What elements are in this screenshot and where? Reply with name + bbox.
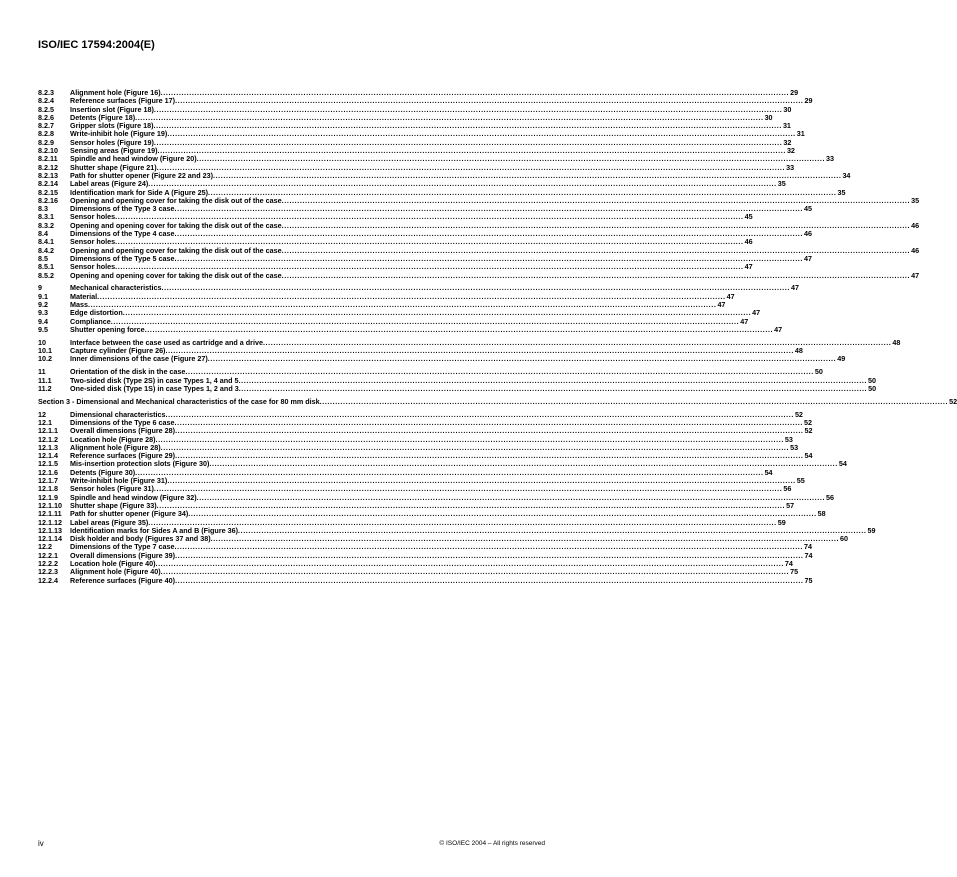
toc-entry-title: Spindle and head window (Figure 32) bbox=[70, 492, 197, 502]
toc-entry-number: 9.3 bbox=[38, 308, 48, 318]
toc-entry-title: Identification marks for Sides A and B (Figure 36) bbox=[70, 525, 239, 535]
toc-entry-number: 12.1.11 bbox=[38, 509, 62, 519]
toc-entry-number: 12.1.8 bbox=[38, 484, 58, 494]
toc-entry[interactable] bbox=[38, 354, 846, 364]
toc-entry-page: 75 bbox=[790, 567, 799, 577]
toc-entry-leader bbox=[145, 326, 773, 334]
toc-entry-number: 9.5 bbox=[38, 324, 48, 334]
toc-entry-page: 74 bbox=[784, 559, 793, 568]
toc-entry-page: 50 bbox=[868, 375, 877, 385]
toc-entry-number: 8.2.15 bbox=[38, 187, 58, 197]
toc-entry-page: 46 bbox=[744, 237, 753, 247]
toc-entry-title: Overall dimensions (Figure 28) bbox=[70, 426, 176, 436]
toc-entry-page: 47 bbox=[911, 270, 920, 280]
toc-entry-page: 33 bbox=[826, 154, 835, 164]
toc-entry-title: Capture cylinder (Figure 26) bbox=[70, 346, 166, 356]
toc-entry-page: 47 bbox=[726, 291, 735, 301]
toc-entry-page: 57 bbox=[786, 500, 795, 510]
toc-entry-title: Location hole (Figure 40) bbox=[70, 559, 156, 568]
toc-entry-leader bbox=[208, 355, 836, 363]
toc-entry-page: 50 bbox=[814, 367, 823, 377]
table-of-contents bbox=[38, 88, 957, 585]
toc-entry-title: Inner dimensions of the case (Figure 27) bbox=[70, 354, 208, 364]
toc-entry-page: 53 bbox=[790, 442, 799, 452]
toc-entry-page: 60 bbox=[840, 534, 849, 544]
copyright-notice: © ISO/IEC 2004 – All rights reserved bbox=[439, 840, 545, 847]
toc-entry-title: Alignment hole (Figure 28) bbox=[70, 442, 161, 452]
toc-entry-title: Compliance bbox=[70, 316, 111, 326]
toc-entry-number: 8.5.1 bbox=[38, 262, 54, 272]
toc-entry-title: Dimensions of the Type 4 case bbox=[70, 229, 175, 239]
toc-entry-title: Dimensions of the Type 6 case bbox=[70, 417, 175, 427]
toc-entry-number: 11.1 bbox=[38, 375, 52, 385]
toc-entry-number: 10 bbox=[38, 337, 46, 347]
toc-entry-page: 56 bbox=[783, 484, 792, 494]
page-number: iv bbox=[38, 839, 44, 848]
toc-entry-title: Reference surfaces (Figure 40) bbox=[70, 575, 176, 585]
toc-entry-number: 12.2.4 bbox=[38, 575, 58, 585]
toc-entry-leader bbox=[320, 398, 948, 406]
toc-entry-number: 12.1 bbox=[38, 417, 52, 427]
toc-entry-title: Path for shutter opener (Figure 34) bbox=[70, 509, 189, 519]
toc-entry-page: 32 bbox=[786, 146, 795, 156]
toc-entry-number: 12.1.3 bbox=[38, 442, 58, 452]
toc-entry-title: Label areas (Figure 24) bbox=[70, 179, 149, 189]
toc-entry-page: 52 bbox=[949, 396, 957, 406]
toc-entry-page: 30 bbox=[783, 104, 792, 114]
toc-entry-page: 53 bbox=[784, 434, 793, 444]
toc-entry-number: 8.2.10 bbox=[38, 146, 58, 156]
toc-entry-page: 46 bbox=[803, 229, 812, 239]
toc-entry-number: 8.3.1 bbox=[38, 212, 54, 222]
toc-entry-page: 50 bbox=[868, 383, 877, 393]
toc-entry-number: 12.2.2 bbox=[38, 559, 58, 568]
toc-entry-title: Insertion slot (Figure 18) bbox=[70, 104, 154, 114]
toc-entry-page: 47 bbox=[774, 324, 783, 334]
toc-entry-number: 8.2.14 bbox=[38, 179, 58, 189]
toc-entry-page: 35 bbox=[911, 195, 920, 205]
toc-entry-number: 8.2.11 bbox=[38, 154, 58, 164]
toc-entry-title: Sensor holes bbox=[70, 212, 116, 222]
toc-entry-page: 52 bbox=[803, 417, 812, 427]
toc-entry-number: 10.2 bbox=[38, 354, 52, 364]
toc-entry-title: Mass bbox=[70, 300, 88, 310]
toc-entry-number: 8.2.4 bbox=[38, 96, 54, 106]
toc-entry[interactable] bbox=[38, 396, 957, 406]
toc-entry-page: 33 bbox=[786, 162, 795, 172]
toc-entry-page: 35 bbox=[837, 187, 846, 197]
toc-entry-number: 12.1.14 bbox=[38, 534, 62, 544]
toc-entry-number: 9.4 bbox=[38, 316, 48, 326]
toc-entry-number: 12.1.10 bbox=[38, 500, 62, 510]
toc-entry-page: 54 bbox=[838, 459, 847, 469]
toc-entry-number: 8.2.3 bbox=[38, 88, 54, 97]
toc-entry-number: 10.1 bbox=[38, 346, 52, 356]
toc-entry-leader bbox=[175, 577, 803, 585]
toc-entry-page: 59 bbox=[777, 517, 786, 527]
toc-entry-title: Opening and opening cover for taking the disk out of the case bbox=[70, 245, 282, 255]
toc-entry-page: 52 bbox=[804, 426, 813, 436]
toc-entry-number: 12.2.3 bbox=[38, 567, 58, 577]
toc-entry-title: Interface between the case used as cartridge and a drive bbox=[70, 337, 263, 347]
toc-entry-number: 12.1.13 bbox=[38, 525, 62, 535]
toc-entry-title: Reference surfaces (Figure 29) bbox=[70, 451, 176, 461]
toc-entry-page: 48 bbox=[794, 346, 803, 356]
toc-entry-number: 12.2 bbox=[38, 542, 52, 552]
toc-entry-page: 75 bbox=[804, 575, 813, 585]
toc-entry-page: 58 bbox=[817, 509, 826, 519]
toc-entry-page: 49 bbox=[837, 354, 846, 364]
toc-entry-number: 12.1.2 bbox=[38, 434, 58, 444]
toc-entry-page: 31 bbox=[796, 129, 805, 139]
toc-entry-page: 31 bbox=[782, 121, 791, 131]
toc-entry-title: Path for shutter opener (Figure 22 and 23) bbox=[70, 170, 213, 180]
toc-entry-title: One-sided disk (Type 1S) in case Types 1, 2 and 3 bbox=[70, 383, 239, 393]
toc-entry-number: 12.1.6 bbox=[38, 467, 58, 477]
toc-entry-number: 12.2.1 bbox=[38, 550, 58, 560]
toc-entry-title: Sensing areas (Figure 19) bbox=[70, 146, 158, 156]
toc-entry[interactable] bbox=[38, 575, 813, 585]
toc-entry-title: Shutter shape (Figure 21) bbox=[70, 162, 157, 172]
toc-entry-title: Overall dimensions (Figure 39) bbox=[70, 550, 176, 560]
toc-entry-title: Orientation of the disk in the case bbox=[70, 367, 186, 377]
toc-entry-number: 11.2 bbox=[38, 383, 52, 393]
toc-entry-title: Shutter opening force bbox=[70, 324, 145, 334]
toc-entry-number: 8.2.7 bbox=[38, 121, 54, 131]
toc-entry-number: 8.2.6 bbox=[38, 112, 54, 122]
toc-entry-page: 56 bbox=[826, 492, 835, 502]
toc-entry-number: 12.1.12 bbox=[38, 517, 62, 527]
toc-entry-number: 12.1.4 bbox=[38, 451, 58, 461]
toc-entry[interactable] bbox=[38, 383, 877, 393]
toc-entry-page: 29 bbox=[804, 96, 813, 106]
toc-entry-page: 30 bbox=[764, 112, 773, 122]
toc-entry-page: 74 bbox=[804, 550, 813, 560]
toc-entry-title: Material bbox=[70, 291, 98, 301]
toc-entry-title: Opening and opening cover for taking the disk out of the case bbox=[70, 195, 282, 205]
toc-entry-title: Write-inhibit hole (Figure 31) bbox=[70, 476, 168, 486]
toc-entry-title: Detents (Figure 30) bbox=[70, 467, 136, 477]
toc-entry-number: 8.2.5 bbox=[38, 104, 54, 114]
toc-entry-title: Write-inhibit hole (Figure 19) bbox=[70, 129, 168, 139]
toc-entry-title: Gripper slots (Figure 18) bbox=[70, 121, 154, 131]
toc-entry-leader bbox=[282, 272, 910, 280]
toc-entry[interactable] bbox=[38, 270, 920, 280]
toc-entry-title: Disk holder and body (Figures 37 and 38) bbox=[70, 534, 211, 544]
toc-entry-title: Opening and opening cover for taking the disk out of the case bbox=[70, 220, 282, 230]
toc-entry-title: Two-sided disk (Type 2S) in case Types 1, 4 and 5 bbox=[70, 375, 239, 385]
toc-entry-page: 32 bbox=[783, 137, 792, 147]
toc-entry-title: Spindle and head window (Figure 20) bbox=[70, 154, 197, 164]
toc-entry-page: 52 bbox=[794, 409, 803, 419]
toc-entry-number: 8.4.2 bbox=[38, 245, 54, 255]
toc-entry-page: 46 bbox=[911, 245, 920, 255]
toc-entry-title: Sensor holes bbox=[70, 237, 116, 247]
toc-entry-page: 47 bbox=[740, 316, 749, 326]
toc-entry-title: Shutter shape (Figure 33) bbox=[70, 500, 157, 510]
toc-entry-title: Detents (Figure 18) bbox=[70, 112, 136, 122]
toc-entry-number: 12.1.1 bbox=[38, 426, 58, 436]
toc-entry-title: Section 3 - Dimensional and Mechanical characteristics of the case for 80 mm disk bbox=[38, 396, 320, 406]
toc-entry-page: 46 bbox=[911, 220, 920, 230]
toc-entry-title: Dimensional characteristics bbox=[70, 409, 166, 419]
toc-entry-title: Location hole (Figure 28) bbox=[70, 434, 156, 444]
document-header: ISO/IEC 17594:2004(E) bbox=[38, 39, 155, 51]
toc-entry-number: 9.1 bbox=[38, 291, 48, 301]
toc-entry-page: 45 bbox=[803, 204, 812, 214]
toc-entry-number: 8.2.16 bbox=[38, 195, 58, 205]
toc-entry-title: Edge distortion bbox=[70, 308, 123, 318]
toc-entry-title: Alignment hole (Figure 40) bbox=[70, 567, 161, 577]
toc-entry-number: 8.5 bbox=[38, 253, 48, 263]
toc-entry-title: Opening and opening cover for taking the disk out of the case bbox=[70, 270, 282, 280]
toc-entry-page: 47 bbox=[717, 300, 726, 310]
toc-entry-number: 8.4.1 bbox=[38, 237, 54, 247]
toc-entry-number: 12.1.9 bbox=[38, 492, 58, 502]
toc-entry-page: 74 bbox=[803, 542, 812, 552]
toc-entry-number: 9.2 bbox=[38, 300, 48, 310]
toc-entry-title: Identification mark for Side A (Figure 25) bbox=[70, 187, 209, 197]
toc-entry-page: 47 bbox=[803, 253, 812, 263]
toc-entry-title: Sensor holes (Figure 31) bbox=[70, 484, 154, 494]
toc-entry-number: 8.2.9 bbox=[38, 137, 54, 147]
toc-entry-page: 29 bbox=[790, 88, 799, 97]
toc-entry-title: Dimensions of the Type 3 case bbox=[70, 204, 175, 214]
toc-entry-page: 48 bbox=[892, 337, 901, 347]
toc-entry-page: 47 bbox=[752, 308, 761, 318]
toc-entry-number: 8.3.2 bbox=[38, 220, 54, 230]
toc-entry-number: 8.3 bbox=[38, 204, 48, 214]
toc-entry-page: 47 bbox=[790, 283, 799, 293]
toc-entry-page: 54 bbox=[764, 467, 773, 477]
toc-entry-number: 8.2.8 bbox=[38, 129, 54, 139]
toc-entry-title: Label areas (Figure 35) bbox=[70, 517, 149, 527]
toc-entry-title: Dimensions of the Type 5 case bbox=[70, 253, 175, 263]
toc-entry-number: 11 bbox=[38, 367, 46, 377]
toc-entry-title: Reference surfaces (Figure 17) bbox=[70, 96, 176, 106]
toc-entry-title: Alignment hole (Figure 16) bbox=[70, 88, 161, 97]
toc-entry-number: 8.4 bbox=[38, 229, 48, 239]
toc-entry-page: 45 bbox=[744, 212, 753, 222]
toc-entry-number: 8.2.13 bbox=[38, 170, 58, 180]
toc-entry-number: 8.2.12 bbox=[38, 162, 58, 172]
toc-entry-number: 9 bbox=[38, 283, 42, 293]
toc-entry-page: 34 bbox=[842, 170, 851, 180]
toc-entry-title: Sensor holes (Figure 19) bbox=[70, 137, 154, 147]
toc-entry-number: 12.1.5 bbox=[38, 459, 58, 469]
toc-entry-title: Dimensions of the Type 7 case bbox=[70, 542, 175, 552]
toc-entry-title: Sensor holes bbox=[70, 262, 116, 272]
toc-entry-page: 54 bbox=[804, 451, 813, 461]
toc-entry-title: Mis-insertion protection slots (Figure 30) bbox=[70, 459, 210, 469]
toc-entry-page: 59 bbox=[867, 525, 876, 535]
toc-entry-leader bbox=[239, 385, 867, 393]
toc-entry-page: 47 bbox=[744, 262, 753, 272]
toc-entry-number: 8.5.2 bbox=[38, 270, 54, 280]
toc-entry-page: 55 bbox=[796, 476, 805, 486]
toc-entry-number: 12.1.7 bbox=[38, 476, 58, 486]
toc-entry[interactable] bbox=[38, 324, 783, 334]
toc-entry-page: 35 bbox=[777, 179, 786, 189]
toc-entry-title: Mechanical characteristics bbox=[70, 283, 162, 293]
toc-entry-number: 12 bbox=[38, 409, 46, 419]
